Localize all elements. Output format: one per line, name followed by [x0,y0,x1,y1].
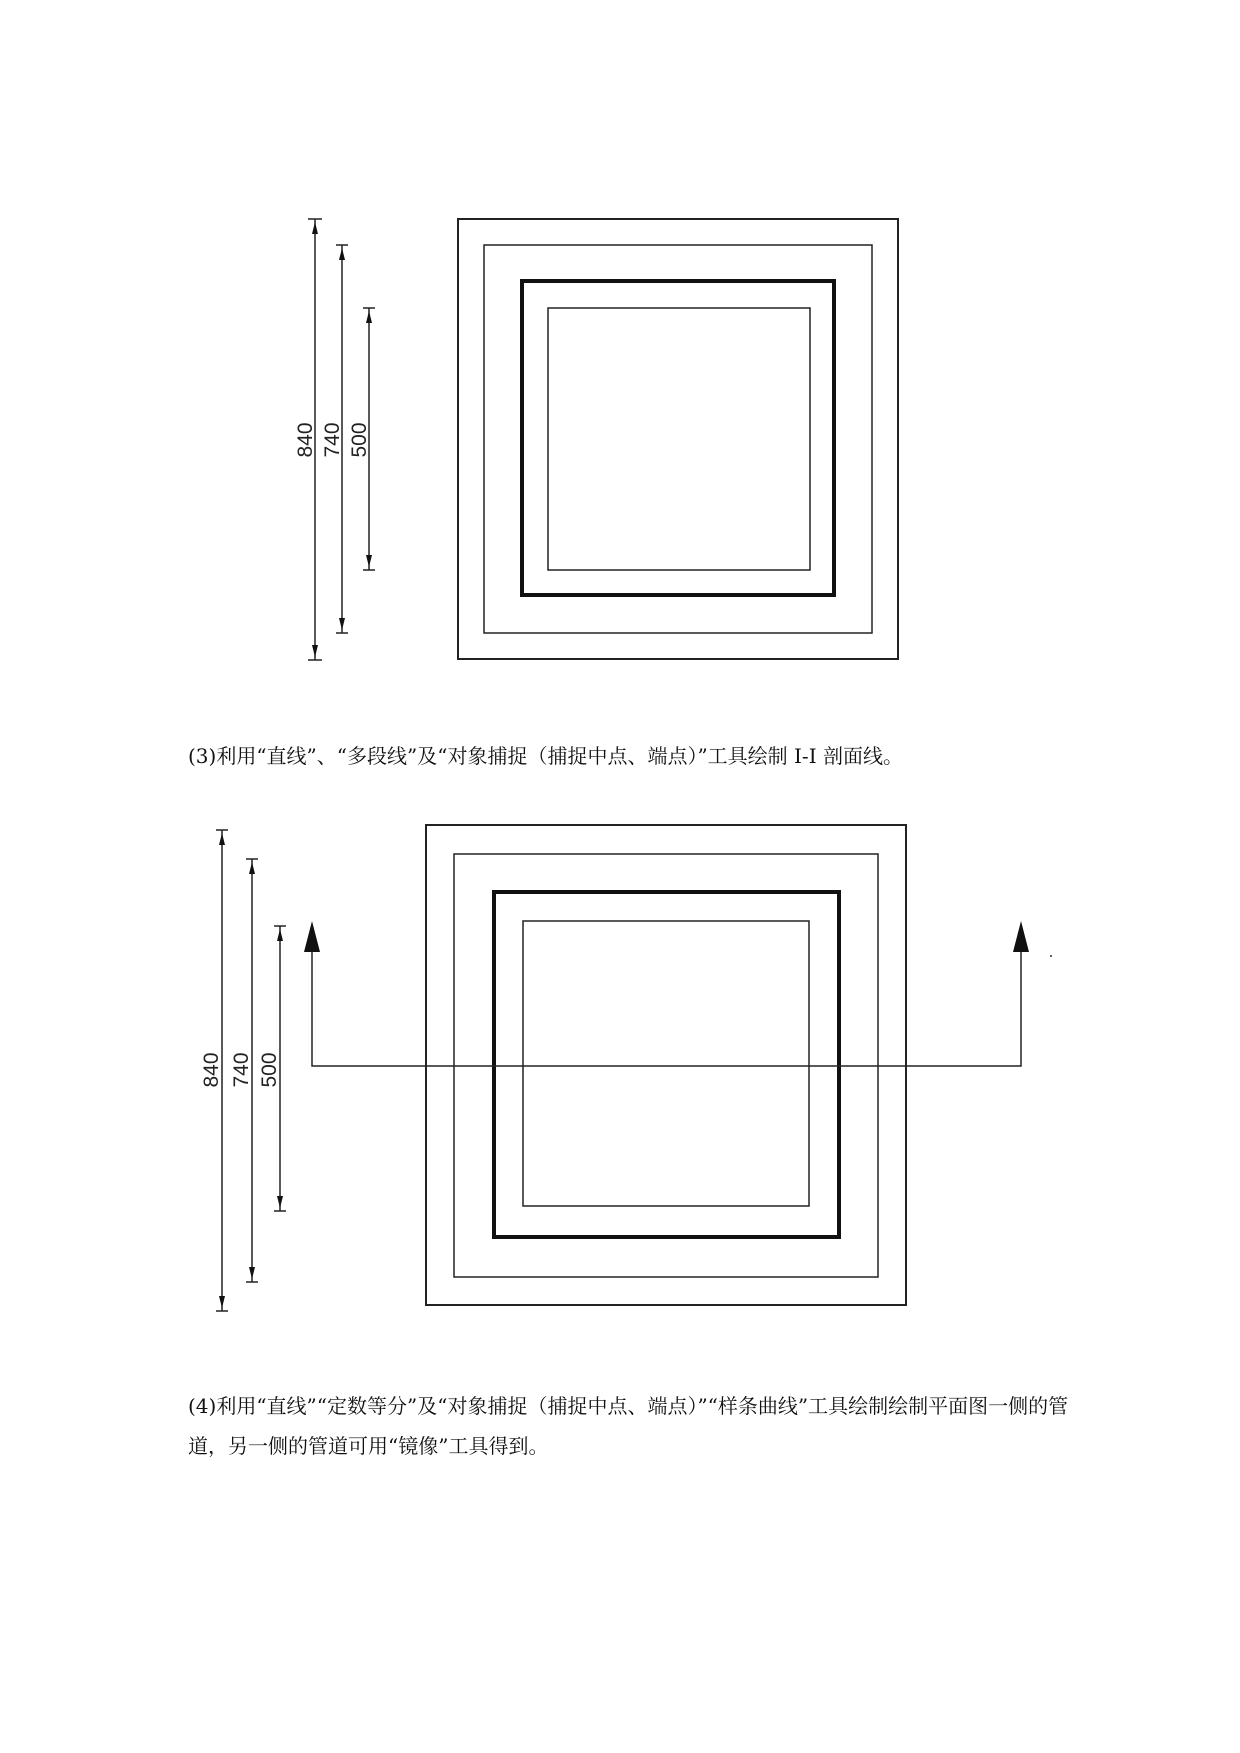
section-line [304,921,1029,1066]
dimension-label-840: 840 [200,1052,223,1088]
outer-square [426,825,906,1305]
section-arrow-left [304,921,320,952]
step-3-text: (3)利用“直线”、“多段线”及“对象捕捉（捕捉中点、端点）”工具绘制 I-I 剖面线。 [188,744,903,768]
dimension-label-740: 740 [321,422,344,458]
step-4-text: (4)利用“直线”“定数等分”及“对象捕捉（捕捉中点、端点）”“样条曲线”工具绘制绘制平面图一侧的管道，另一侧的管道可用“镜像”工具得到。 [188,1394,1069,1458]
section-arrow-right [1013,921,1029,952]
dimension-label-500: 500 [258,1052,281,1088]
dimension-label-740: 740 [230,1052,253,1088]
inner-square [523,921,809,1206]
dimension-label-840: 840 [294,422,317,458]
dimension-label-500: 500 [348,422,371,458]
thick-square [494,892,839,1237]
